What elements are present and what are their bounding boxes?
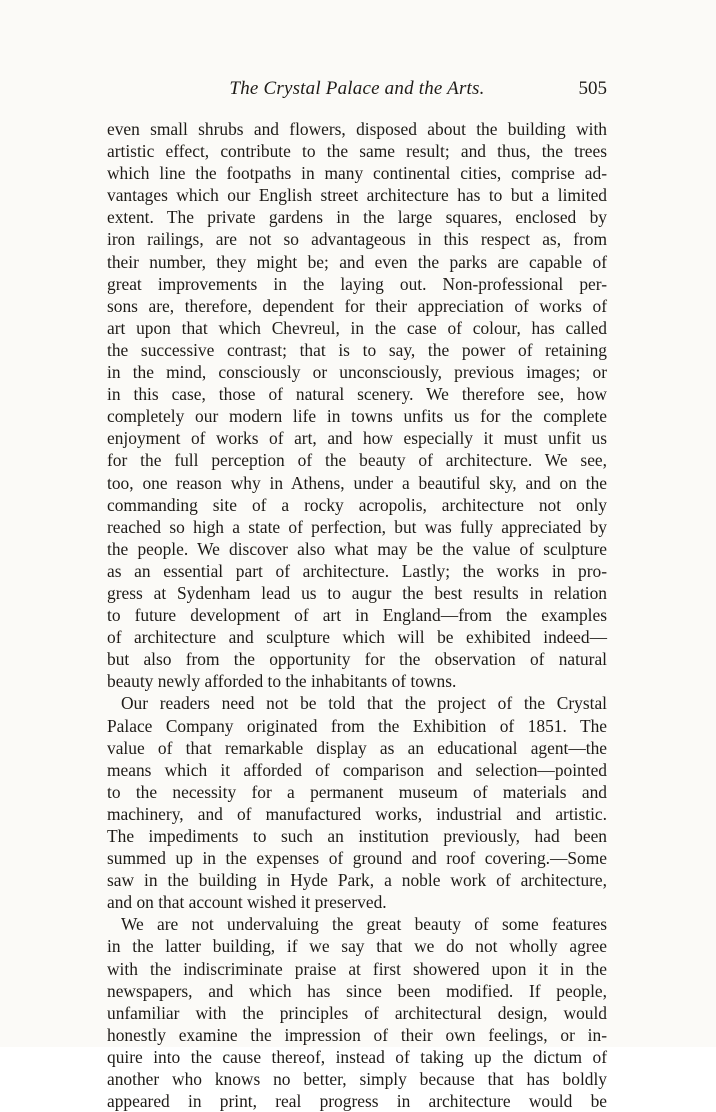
text-line: completely our modern life in towns unfits us for the complete xyxy=(107,406,607,427)
text-line: as an essential part of architecture. Lastly; the works in pro- xyxy=(107,560,607,581)
page-number: 505 xyxy=(578,78,607,99)
text-line: reached so high a state of perfection, but was fully appreciated by xyxy=(107,516,607,537)
text-line: to the necessity for a permanent museum of materials and xyxy=(107,781,607,802)
text-line: value of that remarkable display as an educational agent—the xyxy=(107,737,607,758)
text-line: iron railings, are not so advantageous in this respect as, from xyxy=(107,229,607,250)
text-line: the successive contrast; that is to say, the power of retaining xyxy=(107,339,607,360)
text-line: summed up in the expenses of ground and roof covering.—Some xyxy=(107,848,607,869)
text-line: for the full perception of the beauty of architecture. We see, xyxy=(107,450,607,471)
text-line: saw in the building in Hyde Park, a noble work of architecture, xyxy=(107,870,607,891)
text-line: machinery, and of manufactured works, industrial and artistic. xyxy=(107,803,607,824)
text-line: great improvements in the laying out. Non-professional per- xyxy=(107,273,607,294)
text-line: with the indiscriminate praise at first showered upon it in the xyxy=(107,958,607,979)
text-line: honestly examine the impression of their own feelings, or in- xyxy=(107,1024,607,1045)
text-line: means which it afforded of comparison and selection—pointed xyxy=(107,759,607,780)
text-line: of architecture and sculpture which will be exhibited indeed— xyxy=(107,627,607,648)
text-line: quire into the cause thereof, instead of taking up the dictum of xyxy=(107,1046,607,1067)
text-line: in this case, those of natural scenery. We therefore see, how xyxy=(107,384,607,405)
text-line: appeared in print, real progress in architecture would be xyxy=(107,1091,607,1112)
text-line: newspapers, and which has since been modified. If people, xyxy=(107,980,607,1001)
text-line: too, one reason why in Athens, under a beautiful sky, and on the xyxy=(107,472,607,493)
text-line: and on that account wished it preserved. xyxy=(107,892,387,913)
text-line: but also from the opportunity for the observation of natural xyxy=(107,649,607,670)
text-line: art upon that which Chevreul, in the case of colour, has called xyxy=(107,317,607,338)
text-line: another who knows no better, simply because that has boldly xyxy=(107,1069,607,1090)
text-line: in the mind, consciously or unconsciously, previous images; or xyxy=(107,362,607,383)
text-line: extent. The private gardens in the large squares, enclosed by xyxy=(107,207,607,228)
text-line: the people. We discover also what may be the value of sculpture xyxy=(107,538,607,559)
text-line: unfamiliar with the principles of architectural design, would xyxy=(107,1002,607,1023)
running-title: The Crystal Palace and the Arts. xyxy=(229,78,485,99)
text-line: sons are, therefore, dependent for their appreciation of works of xyxy=(107,295,607,316)
text-line: artistic effect, contribute to the same result; and thus, the trees xyxy=(107,141,607,162)
text-line: The impediments to such an institution previously, had been xyxy=(107,826,607,846)
text-line: gress at Sydenham lead us to augur the best results in relation xyxy=(107,582,607,603)
text-line: which line the footpaths in many continental cities, comprise ad- xyxy=(107,163,607,184)
text-line: beauty newly afforded to the inhabitants of towns. xyxy=(107,671,457,692)
text-line: their number, they might be; and even the parks are capable of xyxy=(107,251,607,272)
text-line: vantages which our English street architecture has to but a limited xyxy=(107,185,607,206)
running-header xyxy=(107,78,607,106)
body-text xyxy=(107,118,607,1112)
text-line: commanding site of a rocky acropolis, architecture not only xyxy=(107,494,607,515)
text-line: even small shrubs and flowers, disposed about the building with xyxy=(107,119,607,139)
text-line: Palace Company originated from the Exhibition of 1851. The xyxy=(107,715,607,736)
text-line: Our readers need not be told that the project of the Crystal xyxy=(121,693,607,714)
text-line: We are not undervaluing the great beauty of some features xyxy=(121,914,607,935)
text-line: to future development of art in England—from the examples xyxy=(107,605,607,626)
text-line: in the latter building, if we say that we do not wholly agree xyxy=(107,936,607,957)
text-line: enjoyment of works of art, and how especially it must unfit us xyxy=(107,428,607,449)
